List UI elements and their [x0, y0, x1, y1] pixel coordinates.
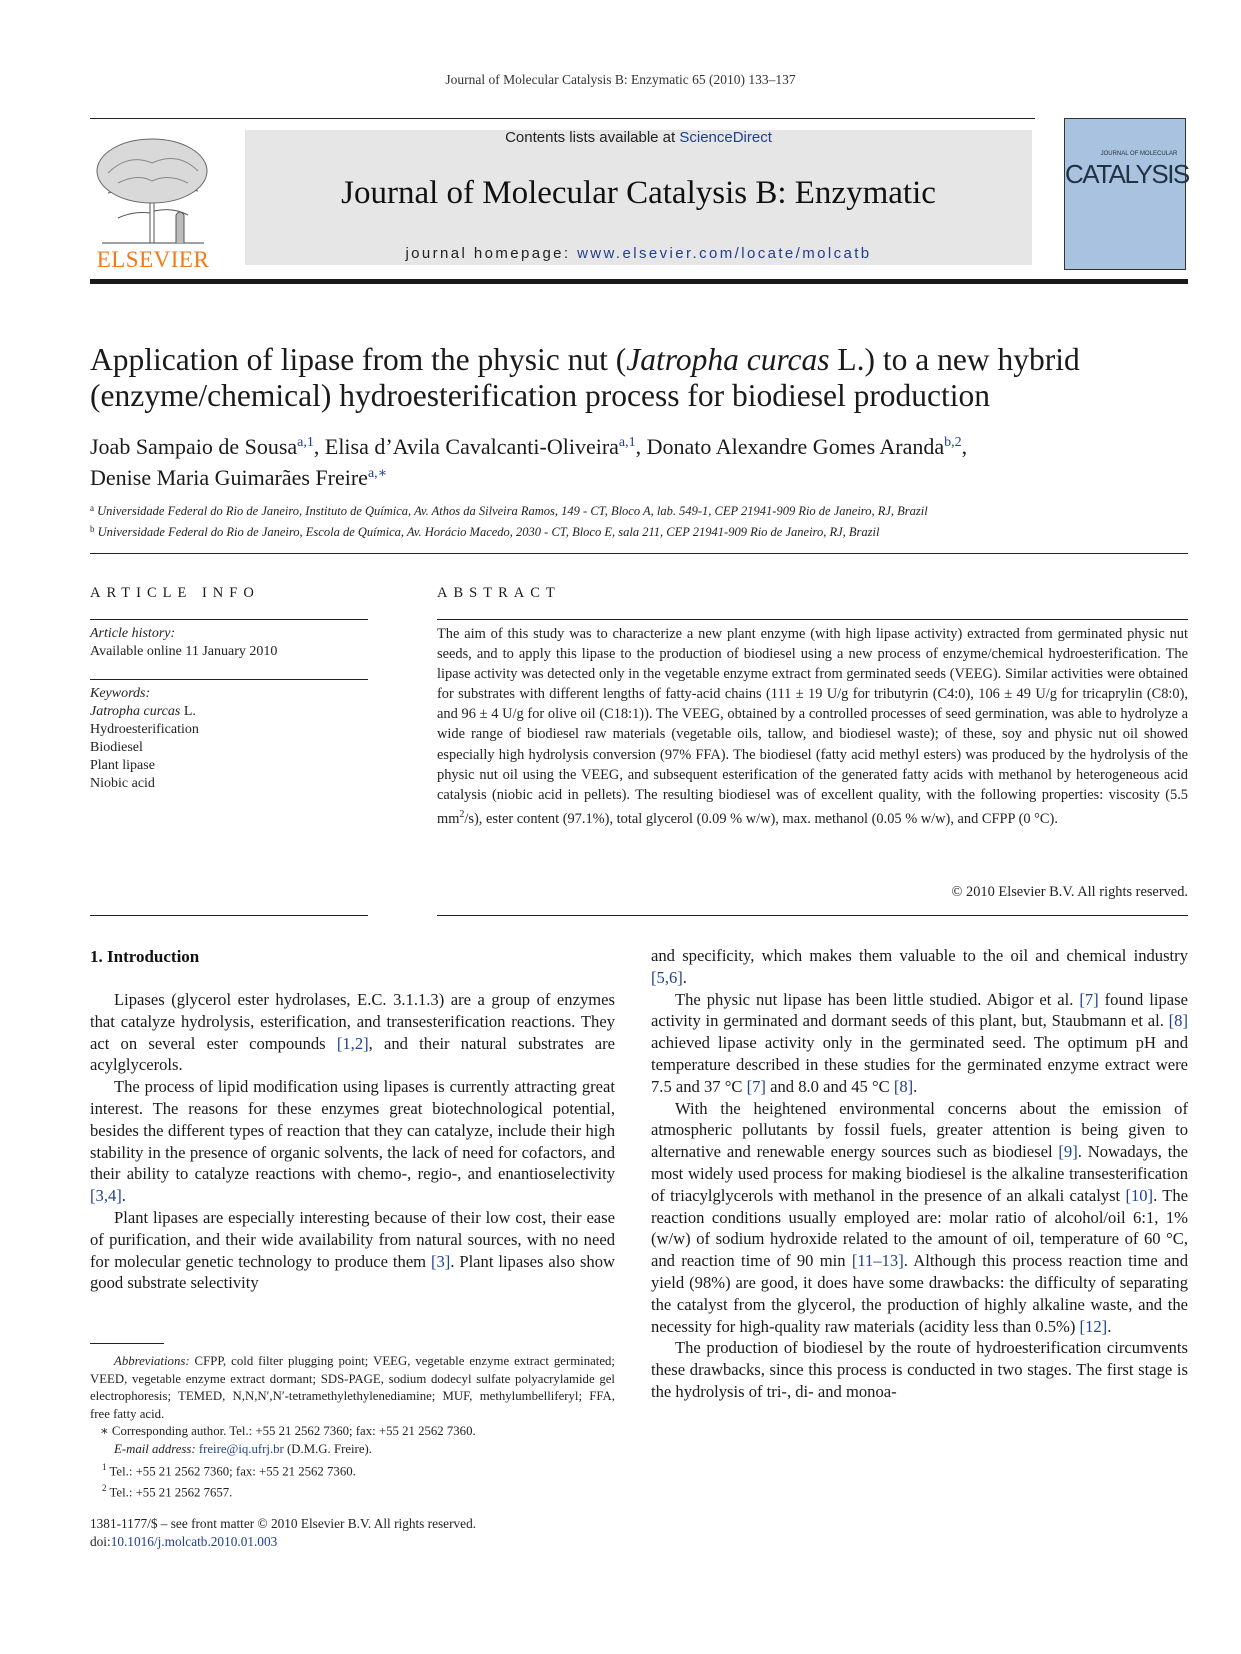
email-note: [90, 1441, 615, 1459]
text: achieved lipase activity only in the germinated seed. The optimum pH and temperature described in these studies for the germinated enzyme extract were 7.5 and 37 °C: [651, 1033, 1188, 1096]
elsevier-wordmark: ELSEVIER: [96, 247, 210, 272]
intro-left-column: [90, 989, 615, 1294]
text: Plant lipases are especially interesting because of their low cost, their ease of purification, and their wide availability from natural sources, with no need for molecular genetic technology to produce them: [90, 1207, 615, 1271]
journal-title: Journal of Molecular Catalysis B: Enzymatic: [341, 175, 936, 211]
front-matter: [90, 1515, 690, 1550]
citation-link[interactable]: [1,2]: [336, 1033, 369, 1053]
abstract-heading: ABSTRACT: [437, 585, 561, 601]
text: Lipases (glycerol ester hydrolases, E.C. 3.1.1.3) are a group of enzymes that catalyze hydrolysis, esterification, and transesterification reactions. They act on several ester compounds: [90, 990, 615, 1053]
title-part: L.) to a new hybrid: [829, 342, 1080, 377]
homepage-prefix: journal homepage:: [405, 245, 578, 262]
keyword-item: Biodiesel: [90, 740, 143, 755]
text: .: [913, 1076, 918, 1096]
keywords-block: [90, 685, 368, 793]
affiliation-rule: [90, 553, 1188, 554]
issn-line: 1381-1177/$ – see front matter © 2010 Elsevier B.V. All rights reserved.: [90, 1516, 477, 1531]
text: The physic nut lipase has been little studied. Abigor et al.: [675, 989, 1080, 1009]
text: .: [1107, 1316, 1112, 1336]
author-list: [90, 429, 1190, 491]
abbreviations-label: Abbreviations:: [114, 1354, 190, 1368]
footnotes: [90, 1353, 615, 1502]
paragraph: [651, 989, 1188, 1098]
title-line-2: (enzyme/chemical) hydroesterification process for biodiesel production: [90, 378, 991, 413]
citation-link[interactable]: [11–13]: [851, 1251, 904, 1271]
author-affil-mark[interactable]: a,1: [297, 435, 314, 450]
paragraph: [651, 1098, 1188, 1338]
text: , and their natural substrates are acylglycerols.: [90, 1033, 616, 1075]
text: and 8.0 and 45 °C: [765, 1076, 894, 1096]
affiliation-a: [90, 499, 1190, 520]
abbreviations-note: [90, 1353, 615, 1423]
affiliation-text: Universidade Federal do Rio de Janeiro, Instituto de Química, Av. Athos da Silveira Ramos, 149 - CT, Bloco A, lab. 549-1, CEP 21941-909 Rio de Janeiro, RJ, Brazil: [97, 504, 928, 518]
author-name[interactable]: Joab Sampaio de Sousa: [90, 434, 298, 459]
affiliation-mark: a: [90, 503, 94, 513]
text: found lipase activity in germinated and dormant seeds of this plant, but, Staubmann et al.: [651, 989, 1188, 1031]
citation-link[interactable]: [3]: [430, 1251, 451, 1271]
author-name[interactable]: Elisa d’Avila Cavalcanti-Oliveira: [324, 434, 619, 459]
keyword-item: Niobic acid: [90, 776, 155, 791]
citation-link[interactable]: [8]: [1168, 1011, 1188, 1031]
journal-homepage: [245, 245, 1032, 262]
keyword-species: Jatropha curcas: [90, 704, 181, 719]
footnote-text: Corresponding author. Tel.: +55 21 2562 7360; fax: +55 21 2562 7360.: [108, 1424, 476, 1439]
intro-right-column: [651, 945, 1188, 1403]
footnote-rule: [90, 1343, 164, 1344]
text: and specificity, which makes them valuable to the oil and chemical industry: [651, 946, 1188, 965]
doi-prefix: doi:: [90, 1533, 111, 1549]
footnote-mark: ∗: [100, 1424, 109, 1439]
corresponding-author-note: [90, 1423, 615, 1441]
keyword-item: Hydroesterification: [90, 722, 199, 737]
abstract-superscript: 2: [459, 808, 465, 820]
cover-small-text: JOURNAL OF MOLECULAR: [1100, 151, 1178, 157]
footnote-1: [90, 1459, 615, 1481]
title-part: Application of lipase from the physic nut (: [90, 342, 627, 377]
text: .: [121, 1186, 126, 1206]
abstract-rule: [437, 619, 1188, 620]
keyword-suffix: L.: [180, 704, 196, 719]
sciencedirect-link[interactable]: ScienceDirect: [679, 129, 772, 146]
cover-title: CATALYSIS: [1065, 159, 1189, 189]
section-heading-introduction: 1. Introduction: [90, 947, 200, 966]
footnote-mark: 2: [102, 1483, 107, 1494]
paragraph: The production of biodiesel by the route of hydroesterification circumvents these drawbacks, since this process is conducted in two stages. The first stage is the hydrolysis of tri-, di- and monoa-: [651, 1338, 1188, 1401]
history-label: Article history:: [90, 626, 176, 641]
history-value: Available online 11 January 2010: [90, 644, 278, 659]
abstract-rule: [437, 915, 1188, 916]
header-rule: [90, 118, 1035, 119]
citation-link[interactable]: [8]: [893, 1076, 914, 1096]
author-name[interactable]: Donato Alexandre Gomes Aranda: [646, 434, 945, 459]
keywords-label: Keywords:: [90, 686, 151, 701]
footnote-text: Tel.: +55 21 2562 7360; fax: +55 21 2562 7360.: [106, 1463, 356, 1478]
author-affil-mark[interactable]: a,∗: [367, 466, 388, 481]
doi-line: [90, 1533, 690, 1551]
header-thick-rule: [90, 279, 1188, 284]
keyword-item: [90, 703, 368, 721]
citation-link[interactable]: [9]: [1058, 1142, 1078, 1162]
homepage-link[interactable]: www.elsevier.com/locate/molcatb: [577, 245, 872, 262]
text: . Nowadays, the most widely used process for making biodiesel is the alkaline transesterification of triacylglycerols with methanol in the presence of an alkali catalyst: [651, 1142, 1188, 1205]
paragraph: [90, 1076, 615, 1207]
citation-link[interactable]: [10]: [1125, 1185, 1154, 1205]
article-info-heading: ARTICLE INFO: [90, 585, 260, 601]
doi-link[interactable]: 10.1016/j.molcatb.2010.01.003: [110, 1533, 278, 1549]
article-info-rule: [90, 679, 368, 680]
abstract-copyright: © 2010 Elsevier B.V. All rights reserved.: [951, 884, 1188, 900]
author-affil-mark[interactable]: a,1: [618, 435, 636, 450]
text: With the heightened environmental concerns about the emission of atmospheric pollutants by fossil fuels, greater attention is being given to alternative and renewable energy sources such as biodiesel: [651, 1098, 1188, 1162]
article-title: [90, 342, 1190, 414]
contents-line: [245, 129, 1032, 146]
title-species: Jatropha curcas: [626, 342, 830, 377]
footnote-mark: 1: [102, 1461, 107, 1472]
author-separator: ,: [961, 434, 968, 459]
article-info-rule: [90, 619, 368, 620]
citation-link[interactable]: [7]: [746, 1076, 766, 1096]
affiliations: [90, 499, 1190, 541]
paragraph: [90, 1207, 615, 1294]
email-owner: (D.M.G. Freire).: [283, 1441, 372, 1456]
journal-cover-thumbnail[interactable]: [1064, 118, 1189, 270]
abstract-text: [437, 624, 1188, 829]
article-info-rule: [90, 915, 368, 916]
citation-link[interactable]: [12]: [1079, 1316, 1108, 1336]
email-link[interactable]: freire@iq.ufrj.br: [198, 1441, 284, 1456]
author-separator: ,: [635, 434, 647, 459]
article-history: [90, 625, 368, 661]
text: . Although this process reaction time and yield (98%) are good, it does have some drawbacks: the difficulty of separating the catalyst from the glycerol, the production of highly alkaline waste, and the necessity for high-quality raw materials (acidity less than 0.5%): [651, 1251, 1188, 1336]
abstract-part: The aim of this study was to characterize a new plant enzyme (with high lipase activity) extracted from germinated physic nut seeds, and to apply this lipase to the production of biodiesel using a new process of enzyme/chemical hydroesterification. The lipase activity was detected only in the vegetable enzyme extract from germinated seeds (VEEG). Similar activities were obtained for substrates with different lengths of fatty-acid chains (111 ± 19 U/g for tributyrin (C4:0), 106 ± 49 U/g for tricaprylin (C8:0), and 96 ± 4 U/g for olive oil (C18:1)). The VEEG, obtained by a controlled processes of seed germination, was able to hydrolyze a wide range of biodiesel raw materials (vegetable oils, tallow, and biodiesel waste); of these, soy and physic nut oil showed especially high hydrolysis conversion (97% FFA). The biodiesel (fatty acid methyl esters) was produced by the hydrolysis of the physic nut oil using the VEEG, and subsequent esterification of the generated fatty acids with methanol by heterogeneous acid catalysis (niobic acid in pellets). The resulting biodiesel was of excellent quality, with the following properties: viscosity (5.5 mm: [437, 626, 1188, 827]
abstract-part: /s), ester content (97.1%), total glycerol (0.09 % w/w), max. methanol (0.05 % w/w), and CFPP (0 °C).: [464, 810, 1058, 827]
citation-link[interactable]: [3,4]: [90, 1186, 122, 1206]
text: . Plant lipases also show good substrate selectivity: [90, 1251, 616, 1293]
footnote-text: Tel.: +55 21 2562 7657.: [106, 1485, 233, 1500]
author-separator: ,: [313, 434, 325, 459]
keyword-item: Plant lipase: [90, 758, 155, 773]
contents-prefix: Contents lists available at: [505, 129, 680, 146]
affiliation-text: Universidade Federal do Rio de Janeiro, Escola de Química, Av. Horácio Macedo, 2030 - CT, Bloco E, sala 211, CEP 21941-909 Rio de Janeiro, RJ, Brazil: [97, 525, 880, 539]
affiliation-b: [90, 520, 1190, 541]
text: .: [682, 967, 687, 987]
email-label: E-mail address:: [114, 1441, 199, 1456]
author-affil-mark[interactable]: b,2: [944, 435, 962, 450]
footnote-2: [90, 1480, 615, 1502]
paragraph: [90, 989, 615, 1076]
affiliation-mark: b: [90, 524, 95, 534]
running-head: Journal of Molecular Catalysis B: Enzymatic 65 (2010) 133–137: [445, 72, 796, 87]
citation-link[interactable]: [5,6]: [651, 967, 683, 987]
author-name[interactable]: Denise Maria Guimarães Freire: [90, 465, 368, 490]
citation-link[interactable]: [7]: [1079, 989, 1099, 1009]
text: . The reaction conditions usually employed are: molar ratio of alcohol/oil 6:1, 1% (w/w) of sodium hydroxide related to the amount of oil, temperature of 60 °C, and reaction time of 90 min: [651, 1185, 1189, 1271]
abbreviations-text: CFPP, cold filter plugging point; VEEG, vegetable enzyme extract germinated; VEED, vegetable enzyme extract dormant; SDS-PAGE, sodium dodecyl sulfate polyacrylamide gel electrophoresis; TEMED, N,N,N′,N′-tetramethylethylenediamine; MUF, methylumbelliferyl; FFA, free fatty acid.: [90, 1354, 615, 1421]
paragraph: [651, 945, 1188, 989]
text: The process of lipid modification using lipases is currently attracting great interest. The reasons for these enzymes great biotechnological potential, besides the different types of reaction that they can catalyze, include their high stability in the presence of organic solvents, the lack of need for cofactors, and their ability to catalyze reactions with chemo-, regio-, and enantioselectivity: [90, 1077, 615, 1184]
